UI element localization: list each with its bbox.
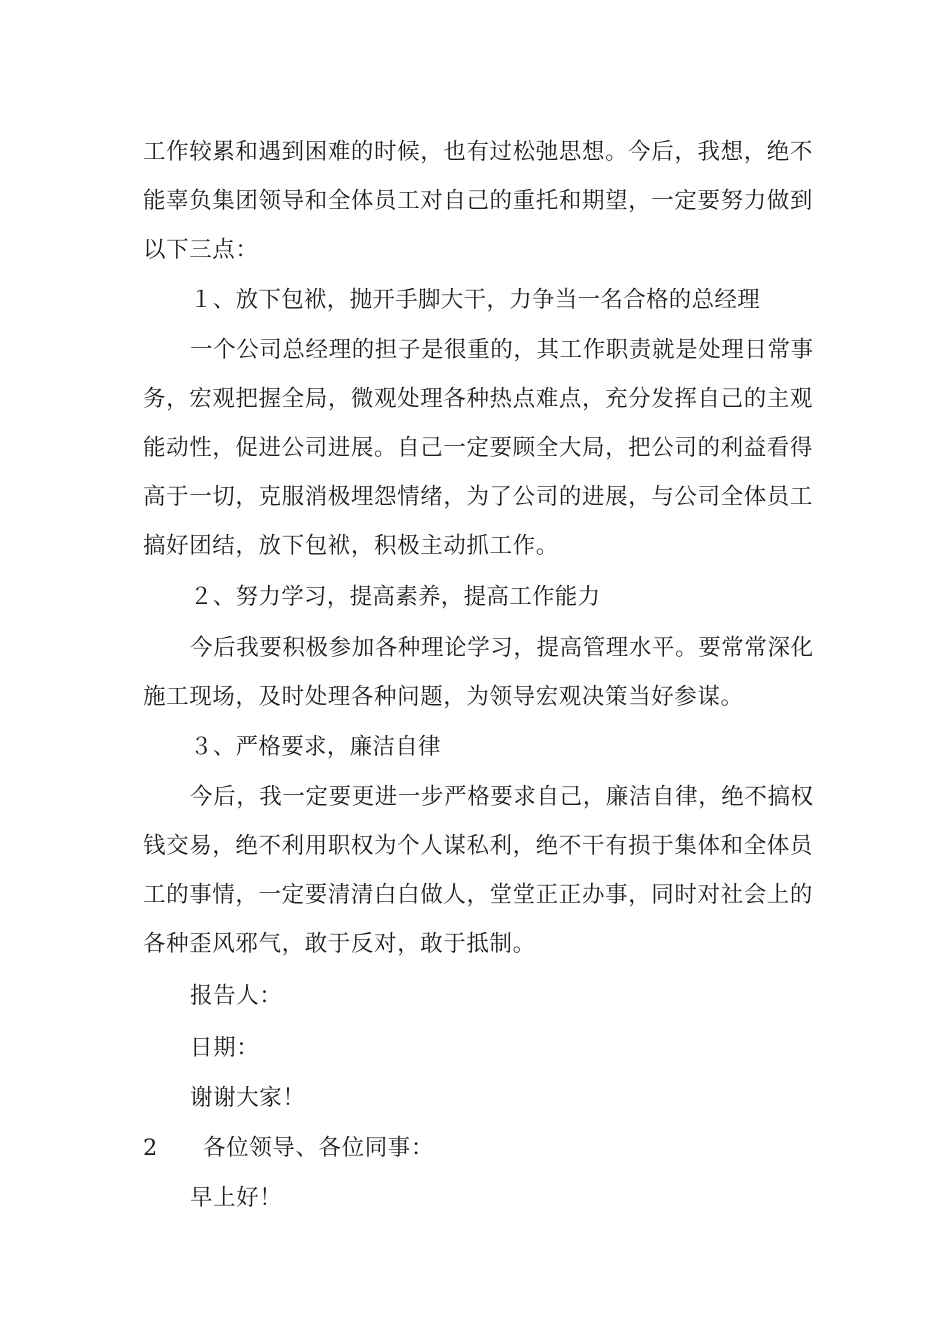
paragraph-line: 能辜负集团领导和全体员工对自己的重托和期望，一定要努力做到: [143, 188, 813, 214]
section-heading-3: ３、严格要求，廉洁自律: [190, 734, 441, 760]
paragraph-line: 搞好团结，放下包袱，积极主动抓工作。: [143, 533, 559, 559]
paragraph-line: 一个公司总经理的担子是很重的，其工作职责就是处理日常事: [190, 337, 814, 363]
section-heading-1: １、放下包袱，抛开手脚大干，力争当一名合格的总经理: [190, 287, 761, 313]
paragraph-line: 钱交易，绝不利用职权为个人谋私利，绝不干有损于集体和全体员: [143, 833, 813, 859]
section-number: 2: [143, 1135, 158, 1161]
reporter-label: 报告人：: [190, 983, 283, 1009]
paragraph-line: 高于一切，克服消极埋怨情绪，为了公司的进展，与公司全体员工: [143, 484, 813, 510]
paragraph-line: 施工现场，及时处理各种问题，为领导宏观决策当好参谋。: [143, 684, 744, 710]
paragraph-line: 工作较累和遇到困难的时候，也有过松弛思想。今后，我想，绝不: [143, 139, 813, 165]
date-label: 日期：: [190, 1035, 260, 1061]
paragraph-line: 能动性，促进公司进展。自己一定要顾全大局，把公司的利益看得: [143, 435, 813, 461]
closing-thanks: 谢谢大家！: [190, 1085, 306, 1111]
greeting: 早上好！: [190, 1185, 283, 1211]
section-heading-2: ２、努力学习，提高素养，提高工作能力: [190, 584, 601, 610]
paragraph-line: 务，宏观把握全局，微观处理各种热点难点，充分发挥自己的主观: [143, 386, 813, 412]
paragraph-line: 今后，我一定要更进一步严格要求自己，廉洁自律，绝不搞权: [190, 784, 814, 810]
salutation: 各位领导、各位同事：: [203, 1135, 435, 1161]
paragraph-line: 各种歪风邪气，敢于反对，敢于抵制。: [143, 931, 536, 957]
paragraph-line: 以下三点：: [143, 237, 259, 263]
paragraph-line: 工的事情，一定要清清白白做人，堂堂正正办事，同时对社会上的: [143, 882, 813, 908]
paragraph-line: 今后我要积极参加各种理论学习，提高管理水平。要常常深化: [190, 635, 814, 661]
